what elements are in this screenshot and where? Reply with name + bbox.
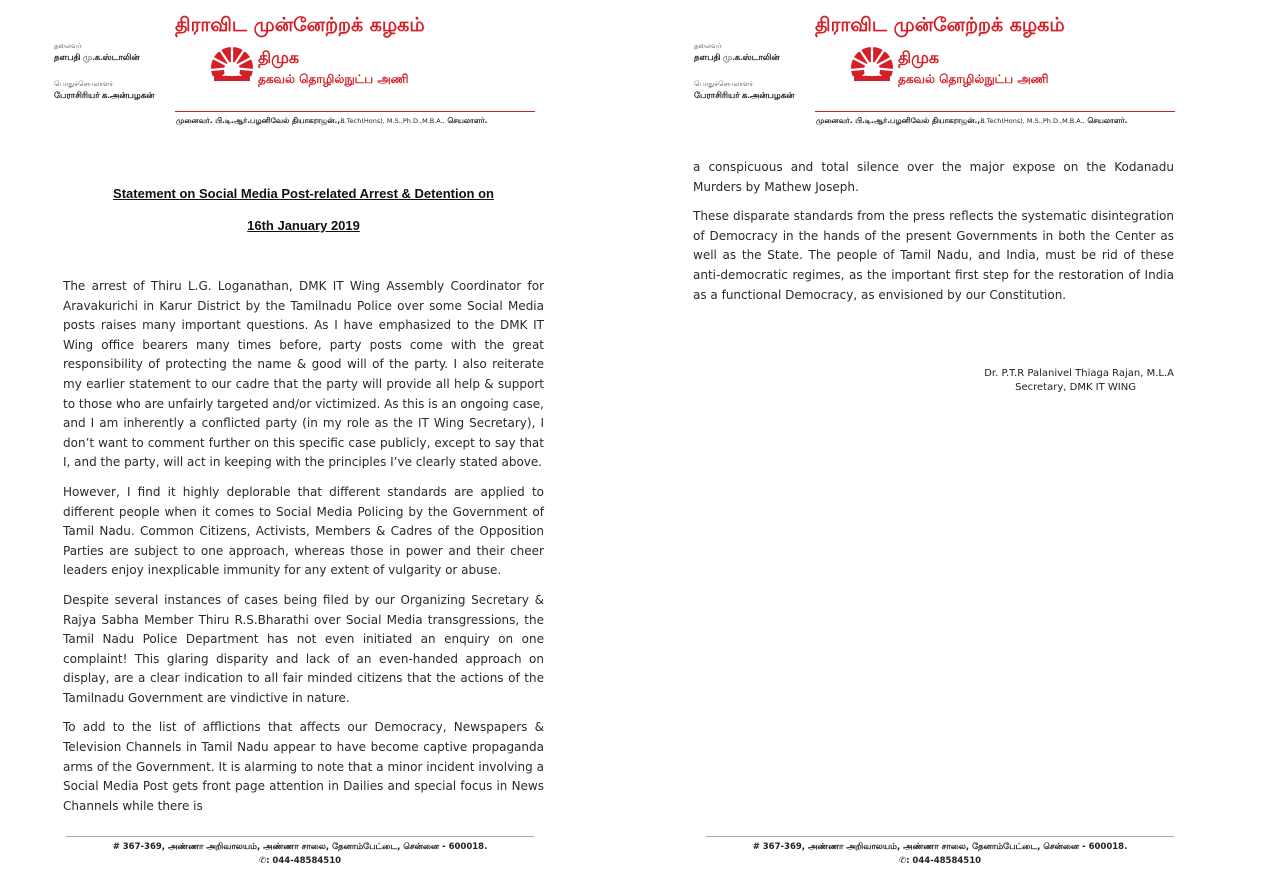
secretary-line	[816, 116, 1176, 126]
secretary-degrees: B.Tech(Hons), M.S.,Ph.D.,M.B.A.,	[980, 117, 1085, 125]
party-name: திராவிட முன்னேற்றக் கழகம்	[815, 14, 1065, 36]
leader-name: தளபதி மு.க.ஸ்டாலின்	[54, 52, 140, 62]
footer-phone: : 044-48584510	[906, 856, 982, 866]
phone-icon: ✆	[258, 856, 267, 866]
footer-divider	[66, 836, 534, 837]
letter-page-2	[640, 0, 1260, 896]
paragraph: Despite several instances of cases being filed by our Organizing Secretary & Rajya Sabha Member Thiru R.S.Bharathi over Social Media transgressions, the Tamil Nadu Police Department has not even initiated an enquiry on one complaint! This glaring disparity and lack of an even-handed approach on display, are a clear indication to all fair minded citizens that the actions of the Tamilnadu Government are vindictive in nature.	[63, 592, 544, 705]
leader-block	[54, 42, 140, 62]
logo-title: திமுக	[898, 48, 940, 67]
statement-date: 16th January 2019	[247, 218, 360, 233]
statement-body-page-2	[693, 158, 1174, 315]
gensec-name: பேராசிரியர் க.அன்பழகன்	[54, 90, 155, 100]
rising-sun-emblem-icon	[210, 46, 254, 90]
paragraph: These disparate standards from the press reflects the systematic disintegration of Democracy in the hands of the present Governments in both the Center as well as the State. The people of Tamil Nadu, and India, must be rid of these anti-democratic regimes, as the important first step for the restoration of India as a functional Democracy, as envisioned by our Constitution.	[693, 209, 1174, 302]
footer-phone: : 044-48584510	[266, 856, 342, 866]
secretary-name: முனைவர். பி.டி.ஆர்.பழனிவேல் தியாகராஜன்.,	[176, 116, 341, 125]
leader-role: தலைவர்	[54, 43, 82, 50]
secretary-name: முனைவர். பி.டி.ஆர்.பழனிவேல் தியாகராஜன்.,	[816, 116, 981, 125]
signature-title: Secretary, DMK IT WING	[1015, 382, 1136, 393]
footer-divider	[706, 836, 1174, 837]
leader-block	[694, 42, 780, 62]
footer-phone-line	[66, 856, 534, 866]
paragraph: a conspicuous and total silence over the major expose on the Kodanadu Murders by Mathew Joseph.	[693, 160, 1174, 194]
party-name: திராவிட முன்னேற்றக் கழகம்	[175, 14, 425, 36]
header-divider	[815, 111, 1175, 112]
gensec-block	[54, 80, 154, 100]
rising-sun-emblem-icon	[850, 46, 894, 90]
leader-role: தலைவர்	[694, 43, 722, 50]
secretary-degrees: B.Tech(Hons), M.S.,Ph.D.,M.B.A.,	[340, 117, 445, 125]
footer-address: # 367-369, அண்ணா அறிவாலயம், அண்ணா சாலை, தேனாம்பேட்டை, சென்னை - 600018.	[112, 842, 488, 852]
logo-subtitle: தகவல் தொழில்நுட்ப அணி	[258, 72, 409, 86]
header-divider	[175, 111, 535, 112]
statement-body-page-1	[63, 277, 544, 826]
footer-phone-line	[706, 856, 1174, 866]
paragraph: However, I find it highly deplorable that different standards are applied to different people when it comes to Social Media Policing by the Government of Tamil Nadu. Common Citizens, Activists, Members & Cadres of the Opposition Parties are subject to one approach, whereas those in power and their cheer leaders enjoy inexplicable immunity for any extent of vulgarity or abuse.	[63, 484, 544, 578]
signature-block	[693, 367, 1174, 395]
logo-title: திமுக	[258, 48, 300, 67]
gensec-role: பொதுச்செயலாளர்	[54, 81, 114, 88]
paragraph: The arrest of Thiru L.G. Loganathan, DMK IT Wing Assembly Coordinator for Aravakurichi in Karur District by the Tamilnadu Police over some Social Media posts raises many important questions. As I have emphasized to the DMK IT Wing office bearers many times before, party posts come with the great responsibility of protecting the name & good will of the party. I also reiterate my earlier statement to our cadre that the party will provide all help & support to those who are unfairly targeted and/or victimized. As this is an ongoing case, and I am inherently a conflicted party (in my role as the IT Wing Secretary), I don’t want to comment further on this specific case publicly, except to say that I, and the party, will act in keeping with the principles I’ve clearly stated above.	[63, 279, 544, 470]
gensec-role: பொதுச்செயலாளர்	[694, 81, 754, 88]
gensec-name: பேராசிரியர் க.அன்பழகன்	[694, 90, 795, 100]
gensec-block	[694, 80, 794, 100]
logo-subtitle: தகவல் தொழில்நுட்ப அணி	[898, 72, 1049, 86]
statement-title: Statement on Social Media Post-related Arrest & Detention on	[113, 186, 494, 201]
phone-icon: ✆	[898, 856, 907, 866]
secretary-title: செயலாளர்.	[1087, 116, 1128, 125]
leader-name: தளபதி மு.க.ஸ்டாலின்	[694, 52, 780, 62]
secretary-line	[176, 116, 536, 126]
paragraph: To add to the list of afflictions that affects our Democracy, Newspapers & Television Channels in Tamil Nadu appear to have become captive propaganda arms of the Government. It is alarming to note that a minor incident involving a Social Media Post gets front page attention in Dailies and special focus in News Channels while there is	[63, 720, 544, 813]
footer-address: # 367-369, அண்ணா அறிவாலயம், அண்ணா சாலை, தேனாம்பேட்டை, சென்னை - 600018.	[752, 842, 1128, 852]
signature-name: Dr. P.T.R Palanivel Thiaga Rajan, M.L.A	[984, 368, 1174, 379]
secretary-title: செயலாளர்.	[447, 116, 488, 125]
letter-page-1	[0, 0, 620, 896]
